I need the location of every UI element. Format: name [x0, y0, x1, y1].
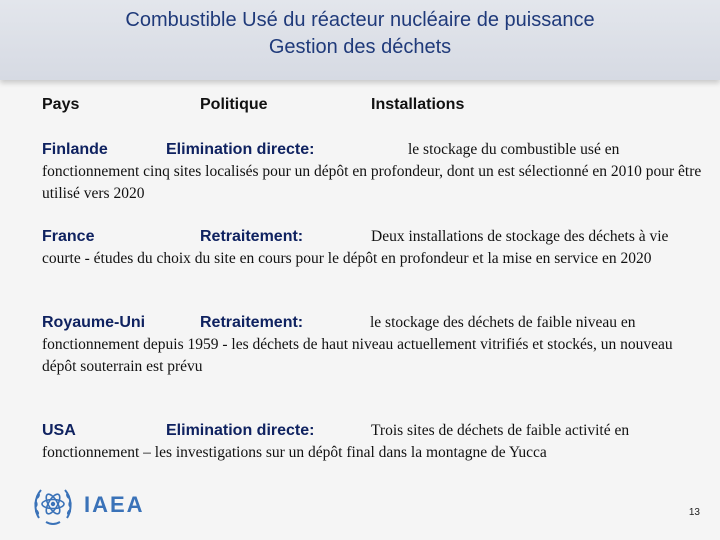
- row-usa: [42, 420, 710, 464]
- country-label: USA: [42, 422, 76, 439]
- row-france: [42, 226, 710, 270]
- row-text: Deux installations de stockage des déchets à vie courte - études du choix du site en cours pour le dépôt en profondeur et la mise en service en 2020: [42, 228, 669, 267]
- country-label: Royaume-Uni: [42, 314, 146, 331]
- row-text: le stockage du combustible usé en fonctionnement cinq sites localisés pour un dépôt en profondeur, dont un est sélectionné en 2010 pour être utilisé vers 2020: [42, 141, 702, 202]
- policy-label: Elimination directe:: [166, 141, 315, 158]
- atom-laurel-icon: [30, 482, 76, 528]
- header-installations: Installations: [371, 96, 465, 113]
- country-label: France: [42, 228, 95, 245]
- iaea-logo: [30, 482, 160, 528]
- iaea-logo-text: IAEA: [84, 492, 145, 517]
- country-label: Finlande: [42, 141, 108, 158]
- title-line-2: Gestion des déchets: [268, 36, 452, 58]
- policy-label: Retraitement:: [200, 314, 304, 331]
- row-text: Trois sites de déchets de faible activité en fonctionnement – les investigations sur un dépôt final dans la montagne de Yucca: [42, 422, 630, 461]
- title-line-1: Combustible Usé du réacteur nucléaire de puissance: [125, 9, 595, 31]
- page-number: 13: [688, 507, 700, 518]
- row-royaume-uni: [42, 312, 710, 378]
- row-finlande: [42, 139, 710, 205]
- header-pays: Pays: [42, 96, 80, 113]
- header-politique: Politique: [200, 96, 268, 113]
- policy-label: Elimination directe:: [166, 422, 315, 439]
- policy-label: Retraitement:: [200, 228, 304, 245]
- row-text: le stockage des déchets de faible niveau en fonctionnement depuis 1959 - les déchets de haut niveau actuellement vitrifiés et stockés, un nouveau dépôt souterrain est prévu: [42, 314, 673, 375]
- slide-title: [0, 7, 720, 61]
